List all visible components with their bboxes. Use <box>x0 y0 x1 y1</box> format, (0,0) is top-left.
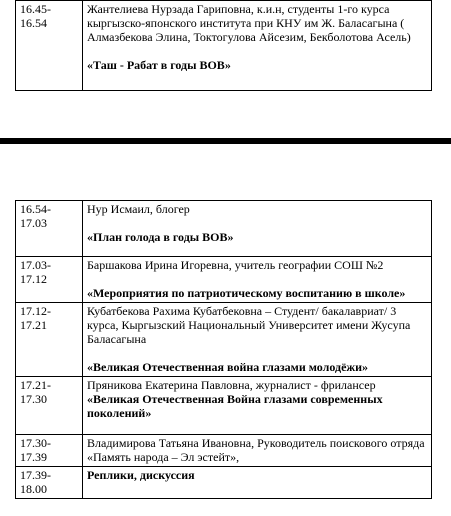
time-end: 17.12 <box>20 272 47 286</box>
talk-cell <box>83 435 432 467</box>
talk-cell <box>83 303 432 377</box>
time-end: 17.21 <box>20 318 47 332</box>
talk-title: «План голода в годы ВОВ» <box>87 230 234 244</box>
time-start: 17.03- <box>20 258 51 272</box>
talk-cell <box>83 201 432 257</box>
speaker-text: Нур Исмаил, блогер <box>87 202 190 216</box>
time-start: 17.12- <box>20 304 51 318</box>
page-break <box>0 132 451 150</box>
table-row <box>16 201 432 257</box>
speaker-text: Кубатбекова Рахима Кубатбековна – Студент/ бакалавриат/ 3 курса, Кыргызский Национальный Университет имени Жусупа Баласагына <box>87 304 411 346</box>
speaker-text: Владимирова Татьяна Ивановна, Руководитель поискового отряда «Память народа – Эл эстейт», <box>87 436 425 464</box>
time-end: 16.54 <box>20 16 47 30</box>
time-cell <box>16 1 83 91</box>
speaker-text: Баршакова Ирина Игоревна, учитель географии СОШ №2 <box>87 258 384 272</box>
talk-title: Реплики, дискуссия <box>87 468 195 482</box>
table-row <box>16 377 432 435</box>
talk-cell <box>83 377 432 435</box>
page-top <box>0 0 451 132</box>
table-row <box>16 435 432 467</box>
table-row <box>16 303 432 377</box>
time-cell <box>16 377 83 435</box>
talk-cell <box>83 257 432 303</box>
time-end: 18.00 <box>20 482 47 496</box>
time-start: 17.39- <box>20 468 51 482</box>
time-end: 17.39 <box>20 450 47 464</box>
schedule-table-top <box>15 0 432 91</box>
time-cell <box>16 467 83 499</box>
talk-title: «Мероприятия по патриотическому воспитанию в школе» <box>87 286 406 300</box>
schedule-table <box>15 200 432 499</box>
talk-title: «Таш - Рабат в годы ВОВ» <box>87 58 231 72</box>
time-end: 17.03 <box>20 216 47 230</box>
time-cell <box>16 435 83 467</box>
talk-title: «Великая Отечественная Война глазами современных поколений» <box>87 392 383 420</box>
time-cell <box>16 303 83 377</box>
table-row <box>16 257 432 303</box>
speaker-text: Жантелиева Нурзада Гариповна, к.и.н, студенты 1-го курса кыргызско-японского института при КНУ им Ж. Баласагына ( Алмазбекова Элина, Токтогулова Айсезим, Бекболотова Асель) <box>87 2 411 44</box>
talk-cell <box>83 467 432 499</box>
talk-cell <box>83 1 432 91</box>
time-cell <box>16 257 83 303</box>
page-bottom <box>0 150 451 516</box>
time-start: 16.45- <box>20 2 51 16</box>
time-start: 17.21- <box>20 378 51 392</box>
time-cell <box>16 201 83 257</box>
time-start: 16.54- <box>20 202 51 216</box>
time-end: 17.30 <box>20 392 47 406</box>
talk-title: «Великая Отечественная война глазами молодёжи» <box>87 360 369 374</box>
time-start: 17.30- <box>20 436 51 450</box>
table-row <box>16 467 432 499</box>
table-row <box>16 1 432 91</box>
speaker-text: Пряникова Екатерина Павловна, журналист - фрилансер <box>87 378 376 392</box>
